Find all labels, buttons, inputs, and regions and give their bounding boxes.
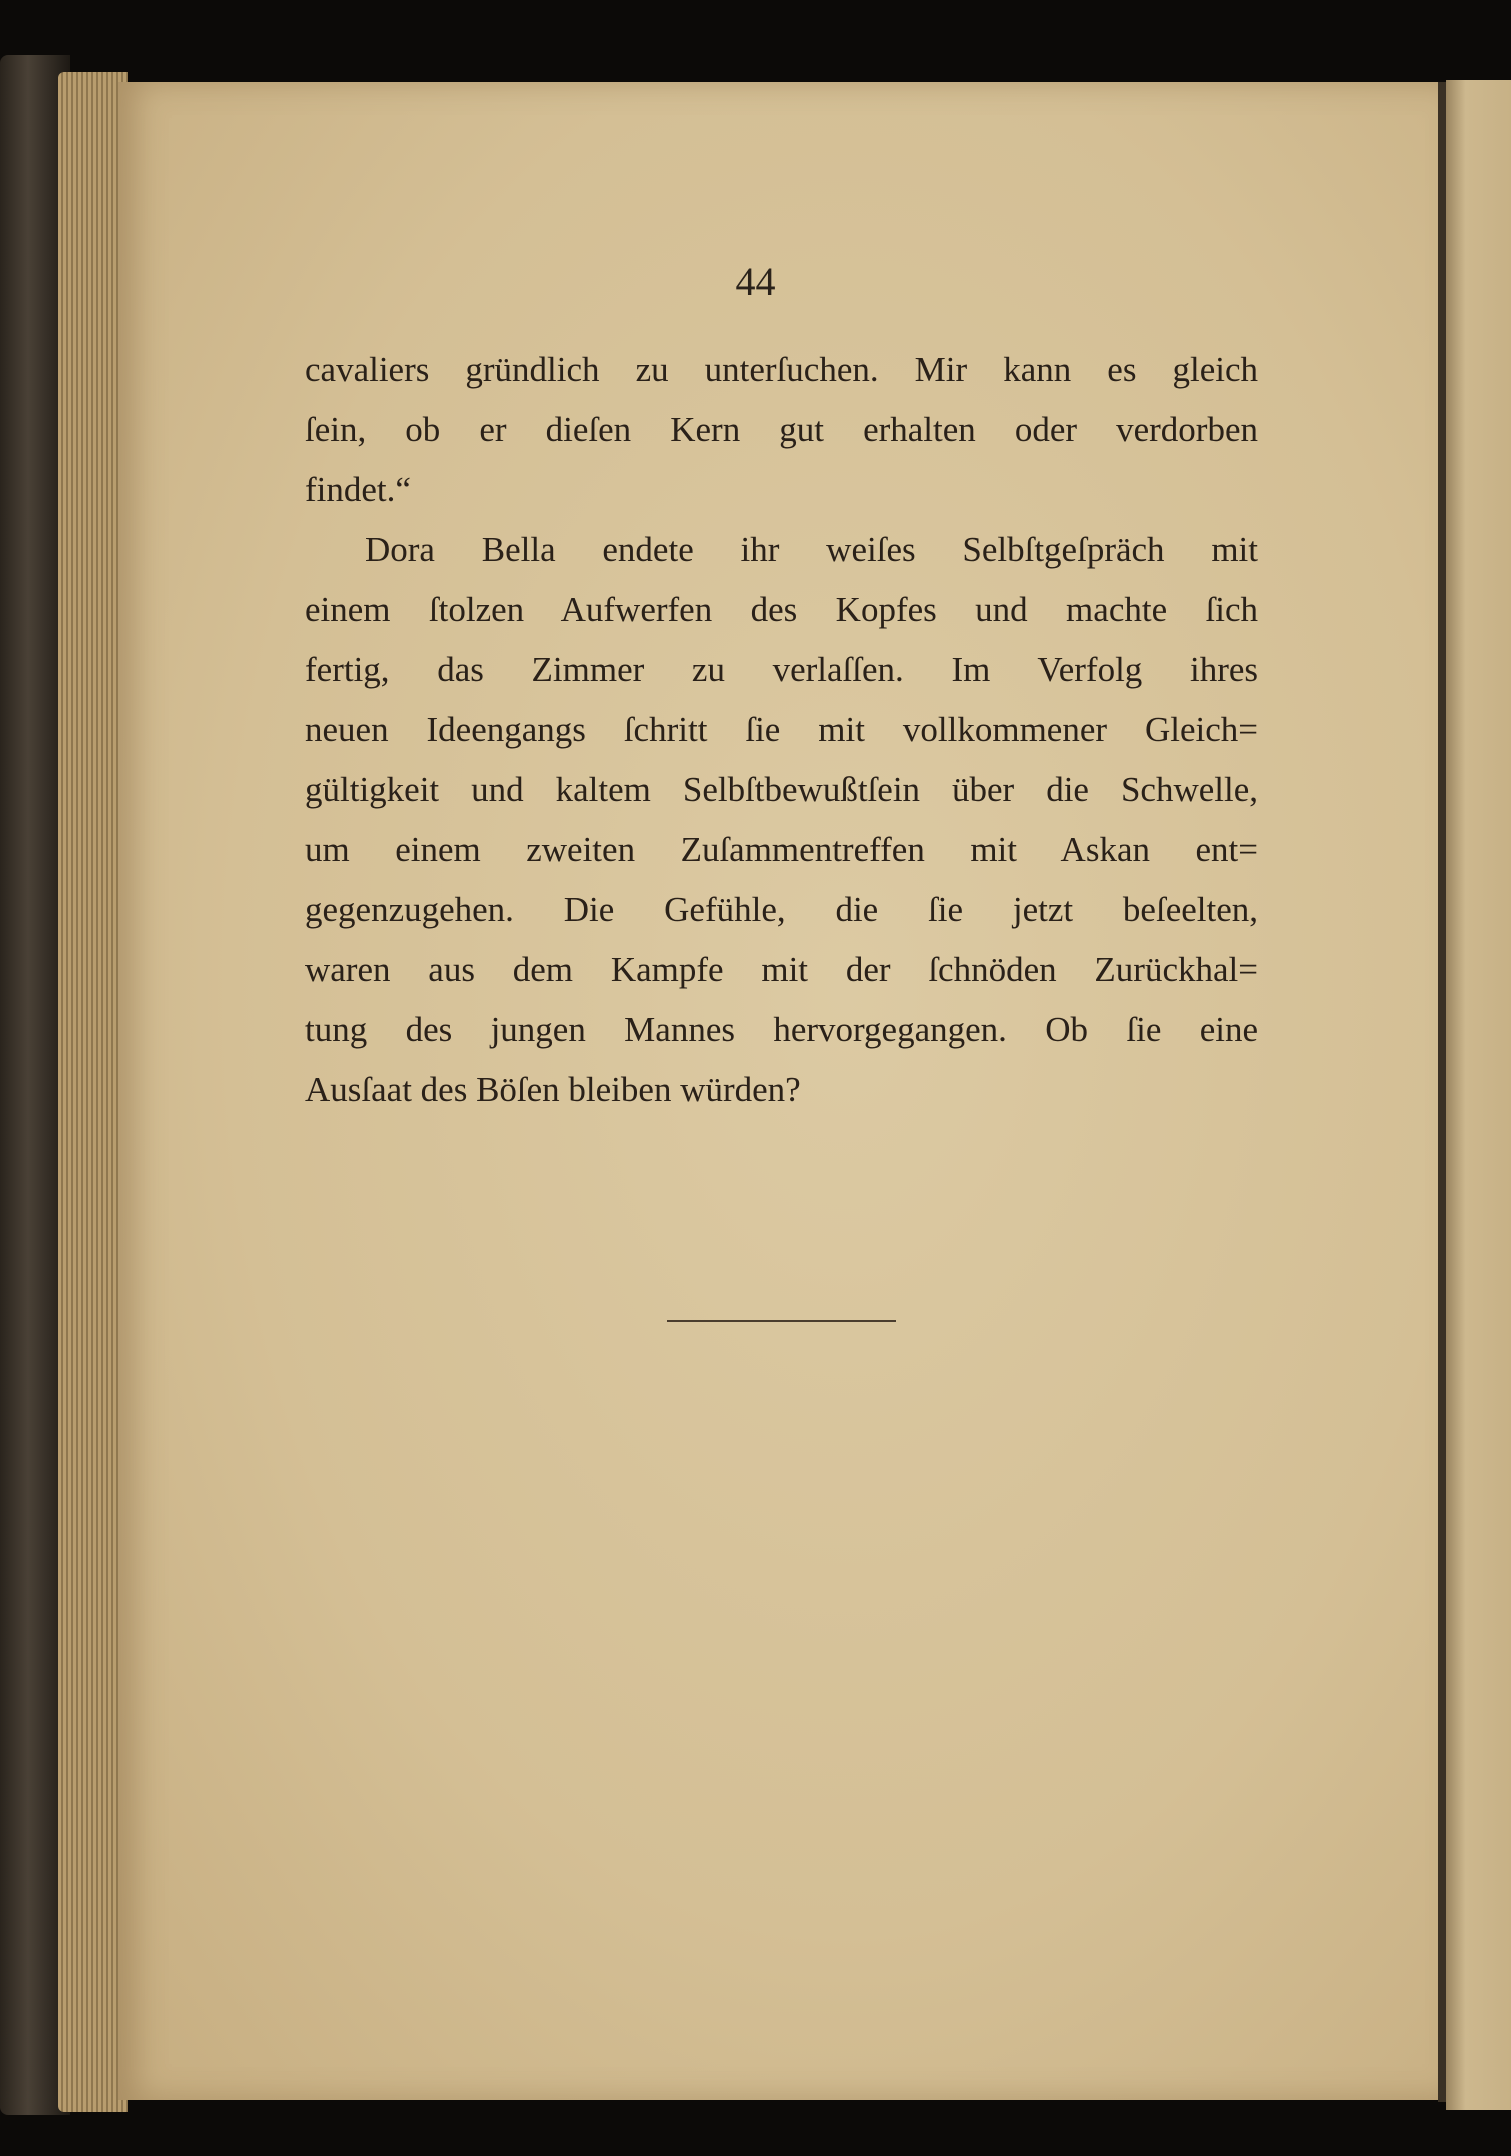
facing-page-edge	[1446, 80, 1511, 2110]
body-text	[305, 340, 1258, 1120]
page-number: 44	[735, 259, 776, 304]
text-line: fertig, das Zimmer zu verlaſſen. Im Verfolg ihres	[305, 650, 1258, 689]
text-line: einem ſtolzen Aufwerfen des Kopfes und machte ſich	[305, 590, 1258, 629]
end-rule	[667, 1320, 896, 1322]
text-line: findet.“	[305, 470, 411, 509]
text-line: Dora Bella endete ihr weiſes Selbſtgeſpräch mit	[365, 530, 1258, 569]
text-line: tung des jungen Mannes hervorgegangen. Ob ſie eine	[305, 1010, 1258, 1049]
text-line: gegenzugehen. Die Gefühle, die ſie jetzt beſeelten,	[305, 890, 1258, 929]
text-line: um einem zweiten Zuſammentreffen mit Askan ent=	[305, 830, 1258, 869]
text-line: cavaliers gründlich zu unterſuchen. Mir kann es gleich	[305, 350, 1258, 389]
text-line: Ausſaat des Böſen bleiben würden?	[305, 1070, 801, 1109]
text-line: neuen Ideengangs ſchritt ſie mit vollkommener Gleich=	[305, 710, 1258, 749]
text-line: waren aus dem Kampfe mit der ſchnöden Zurückhal=	[305, 950, 1258, 989]
text-line: gültigkeit und kaltem Selbſtbewußtſein über die Schwelle,	[305, 770, 1258, 809]
book-gutter	[1438, 82, 1446, 2102]
text-line: ſein, ob er dieſen Kern gut erhalten oder verdorben	[305, 410, 1258, 449]
